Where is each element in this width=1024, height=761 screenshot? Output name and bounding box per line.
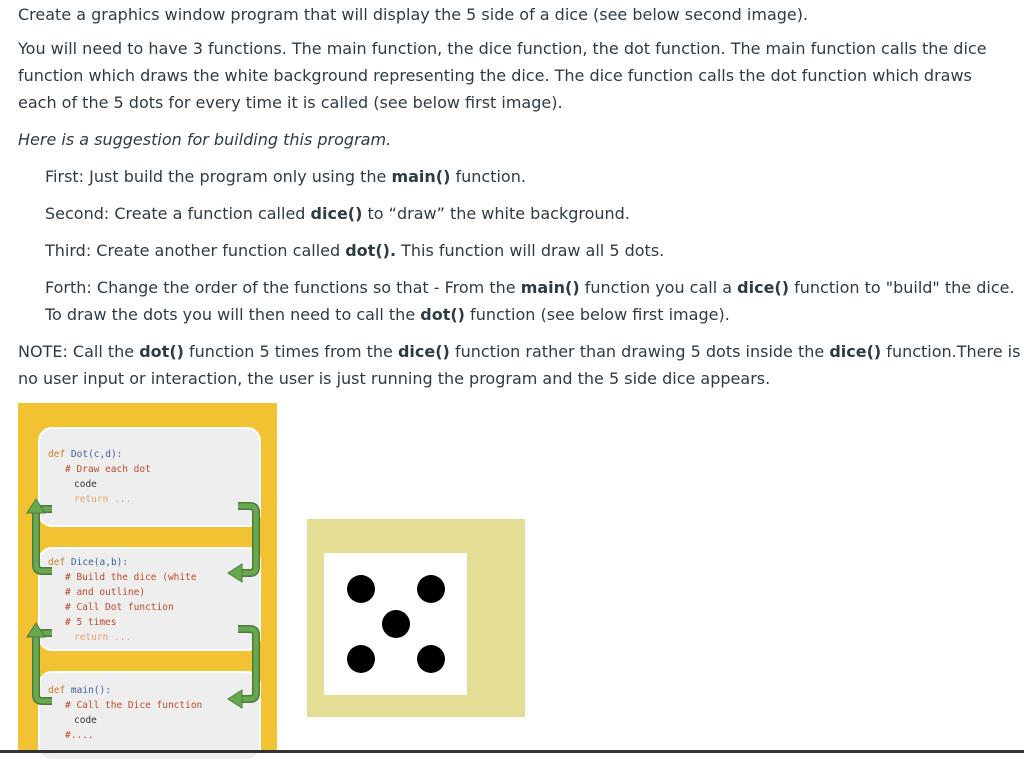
dot-return: return ... [74,494,132,505]
dice-comment-1: # Build the dice (white [65,572,197,583]
note-line-1: NOTE: Call the dot() function 5 times from the dice() function rather than drawing 5 dots inside the dice() function.There is [18,342,1021,361]
dice-comment-4: # 5 times [65,617,117,628]
dot-body: code [74,479,97,490]
arrow-right-upper-icon [238,506,256,573]
dice-return: return ... [74,632,132,643]
dice-output-window [307,519,525,717]
step-first: First: Just build the program only using the main() function. [45,167,526,186]
main-body: code [74,715,97,726]
requirements-line-2: function which draws the white background representing the dice. The dice function calls the dot function which draws [18,66,972,85]
suggestion-heading: Here is a suggestion for building this program. [18,130,392,149]
dice-comment-3: # Call Dot function [65,602,174,613]
dot-top-right [417,575,445,603]
dice-face [324,553,467,695]
dot-center [382,610,410,638]
dot-comment: # Draw each dot [65,464,151,475]
arrow-right-lower-icon [238,629,256,699]
main-tail: #.... [65,730,94,741]
requirements-line-3: each of the 5 dots for every time it is called (see below first image). [18,93,563,112]
step-forth-line-2: To draw the dots you will then need to call the dot() function (see below first image). [45,305,730,324]
intro-text: Create a graphics window program that will display the 5 side of a dice (see below second image). [18,5,809,24]
call-flow-arrows [18,403,277,753]
dot-def-line: def Dot(c,d): [48,449,123,460]
main-comment: # Call the Dice function [65,700,203,711]
dot-bottom-right [417,645,445,673]
step-third: Third: Create another function called dot(). This function will draw all 5 dots. [45,241,665,260]
step-forth-line-1: Forth: Change the order of the functions so that - From the main() function you call a dice() function to "build" the dice. [45,278,1015,297]
dice-def-line: def Dice(a,b): [48,557,129,568]
requirements-line-1: You will need to have 3 functions. The main function, the dice function, the dot function. The main function calls the dice [18,39,987,58]
function-diagram [18,403,277,753]
dot-bottom-left [347,645,375,673]
dice-comment-2: # and outline) [65,587,146,598]
dot-top-left [347,575,375,603]
note-line-2: no user input or interaction, the user is just running the program and the 5 side dice appears. [18,369,771,388]
step-second: Second: Create a function called dice() to “draw” the white background. [45,204,630,223]
main-def-line: def main(): [48,685,111,696]
